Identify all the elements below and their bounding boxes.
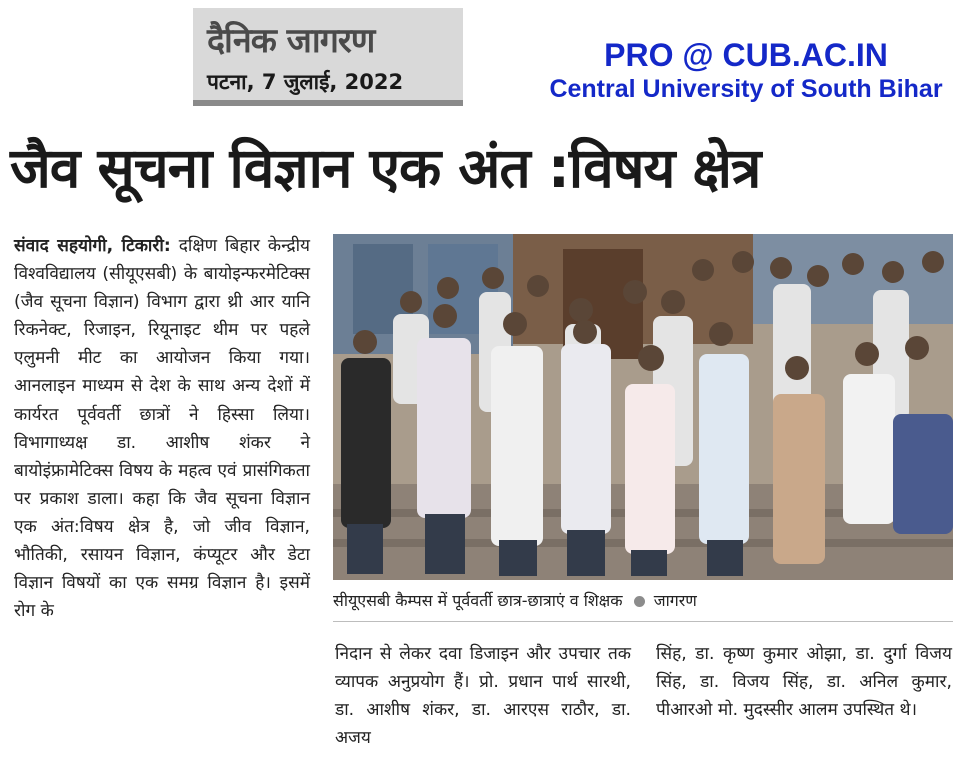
- article-column-1: [14, 232, 310, 625]
- pro-contact-block: [546, 36, 946, 104]
- article-column-3: सिंह, डा. कृष्ण कुमार ओझा, डा. दुर्गा विजय सिंह, डा. विजय सिंह, डा. अनिल कुमार, पीआरओ मो. मुदस्सीर आलम उपस्थित थे।: [656, 644, 952, 721]
- group-photo-illustration: [333, 234, 953, 580]
- newspaper-masthead: [193, 8, 463, 106]
- pro-email: PRO @ CUB.AC.IN: [604, 37, 888, 73]
- photo-caption-text: सीयूएसबी कैम्पस में पूर्ववर्ती छात्र-छात्राएं व शिक्षक: [333, 591, 623, 610]
- group-photo: [333, 234, 953, 580]
- newspaper-dateline: पटना, 7 जुलाई, 2022: [207, 70, 404, 94]
- article-byline: संवाद सहयोगी, टिकारी:: [14, 236, 171, 256]
- article-column-2: निदान से लेकर दवा डिजाइन और उपचार तक व्यापक अनुप्रयोग हैं। प्रो. प्रधान पार्थ सारथी, डा. आशीष शंकर, डा. आरएस राठौर, डा. अजय: [335, 644, 631, 749]
- newspaper-name: दैनिक जागरण: [207, 21, 375, 61]
- article-headline: जैव सूचना विज्ञान एक अंत :विषय क्षेत्र: [10, 136, 761, 200]
- caption-bullet-icon: [634, 596, 645, 607]
- photo-credit: जागरण: [653, 591, 697, 610]
- photo-caption: [333, 584, 953, 622]
- article-column-1-text: दक्षिण बिहार केन्द्रीय विश्वविद्यालय (सीयूएसबी) के बायोइन्फरमेटिक्स (जैव सूचना विज्ञान) विभाग द्वारा थ्री आर यानि रिकनेक्ट, रिजाइन, रियूनाइट थीम पर पहले एलुमनी मीट का आयोजन किया गया। आनलाइन माध्यम से देश के साथ अन्य देशों में कार्यरत पूर्ववर्ती छात्रों ने हिस्सा लिया। विभागाध्यक्ष डा. आशीष शंकर ने बायोइंफ्रामेटिक्स विषय के महत्व एवं प्रासंगिकता पर प्रकाश डाला। कहा कि जैव सूचना विज्ञान एक अंत:विषय क्षेत्र है, जो जीव विज्ञान, भौतिकी, रसायन विज्ञान, कंप्यूटर और डेटा विज्ञान विषयों का एक समग्र विज्ञान है। इसमें रोग के: [14, 236, 310, 622]
- university-name: Central University of South Bihar: [549, 75, 943, 103]
